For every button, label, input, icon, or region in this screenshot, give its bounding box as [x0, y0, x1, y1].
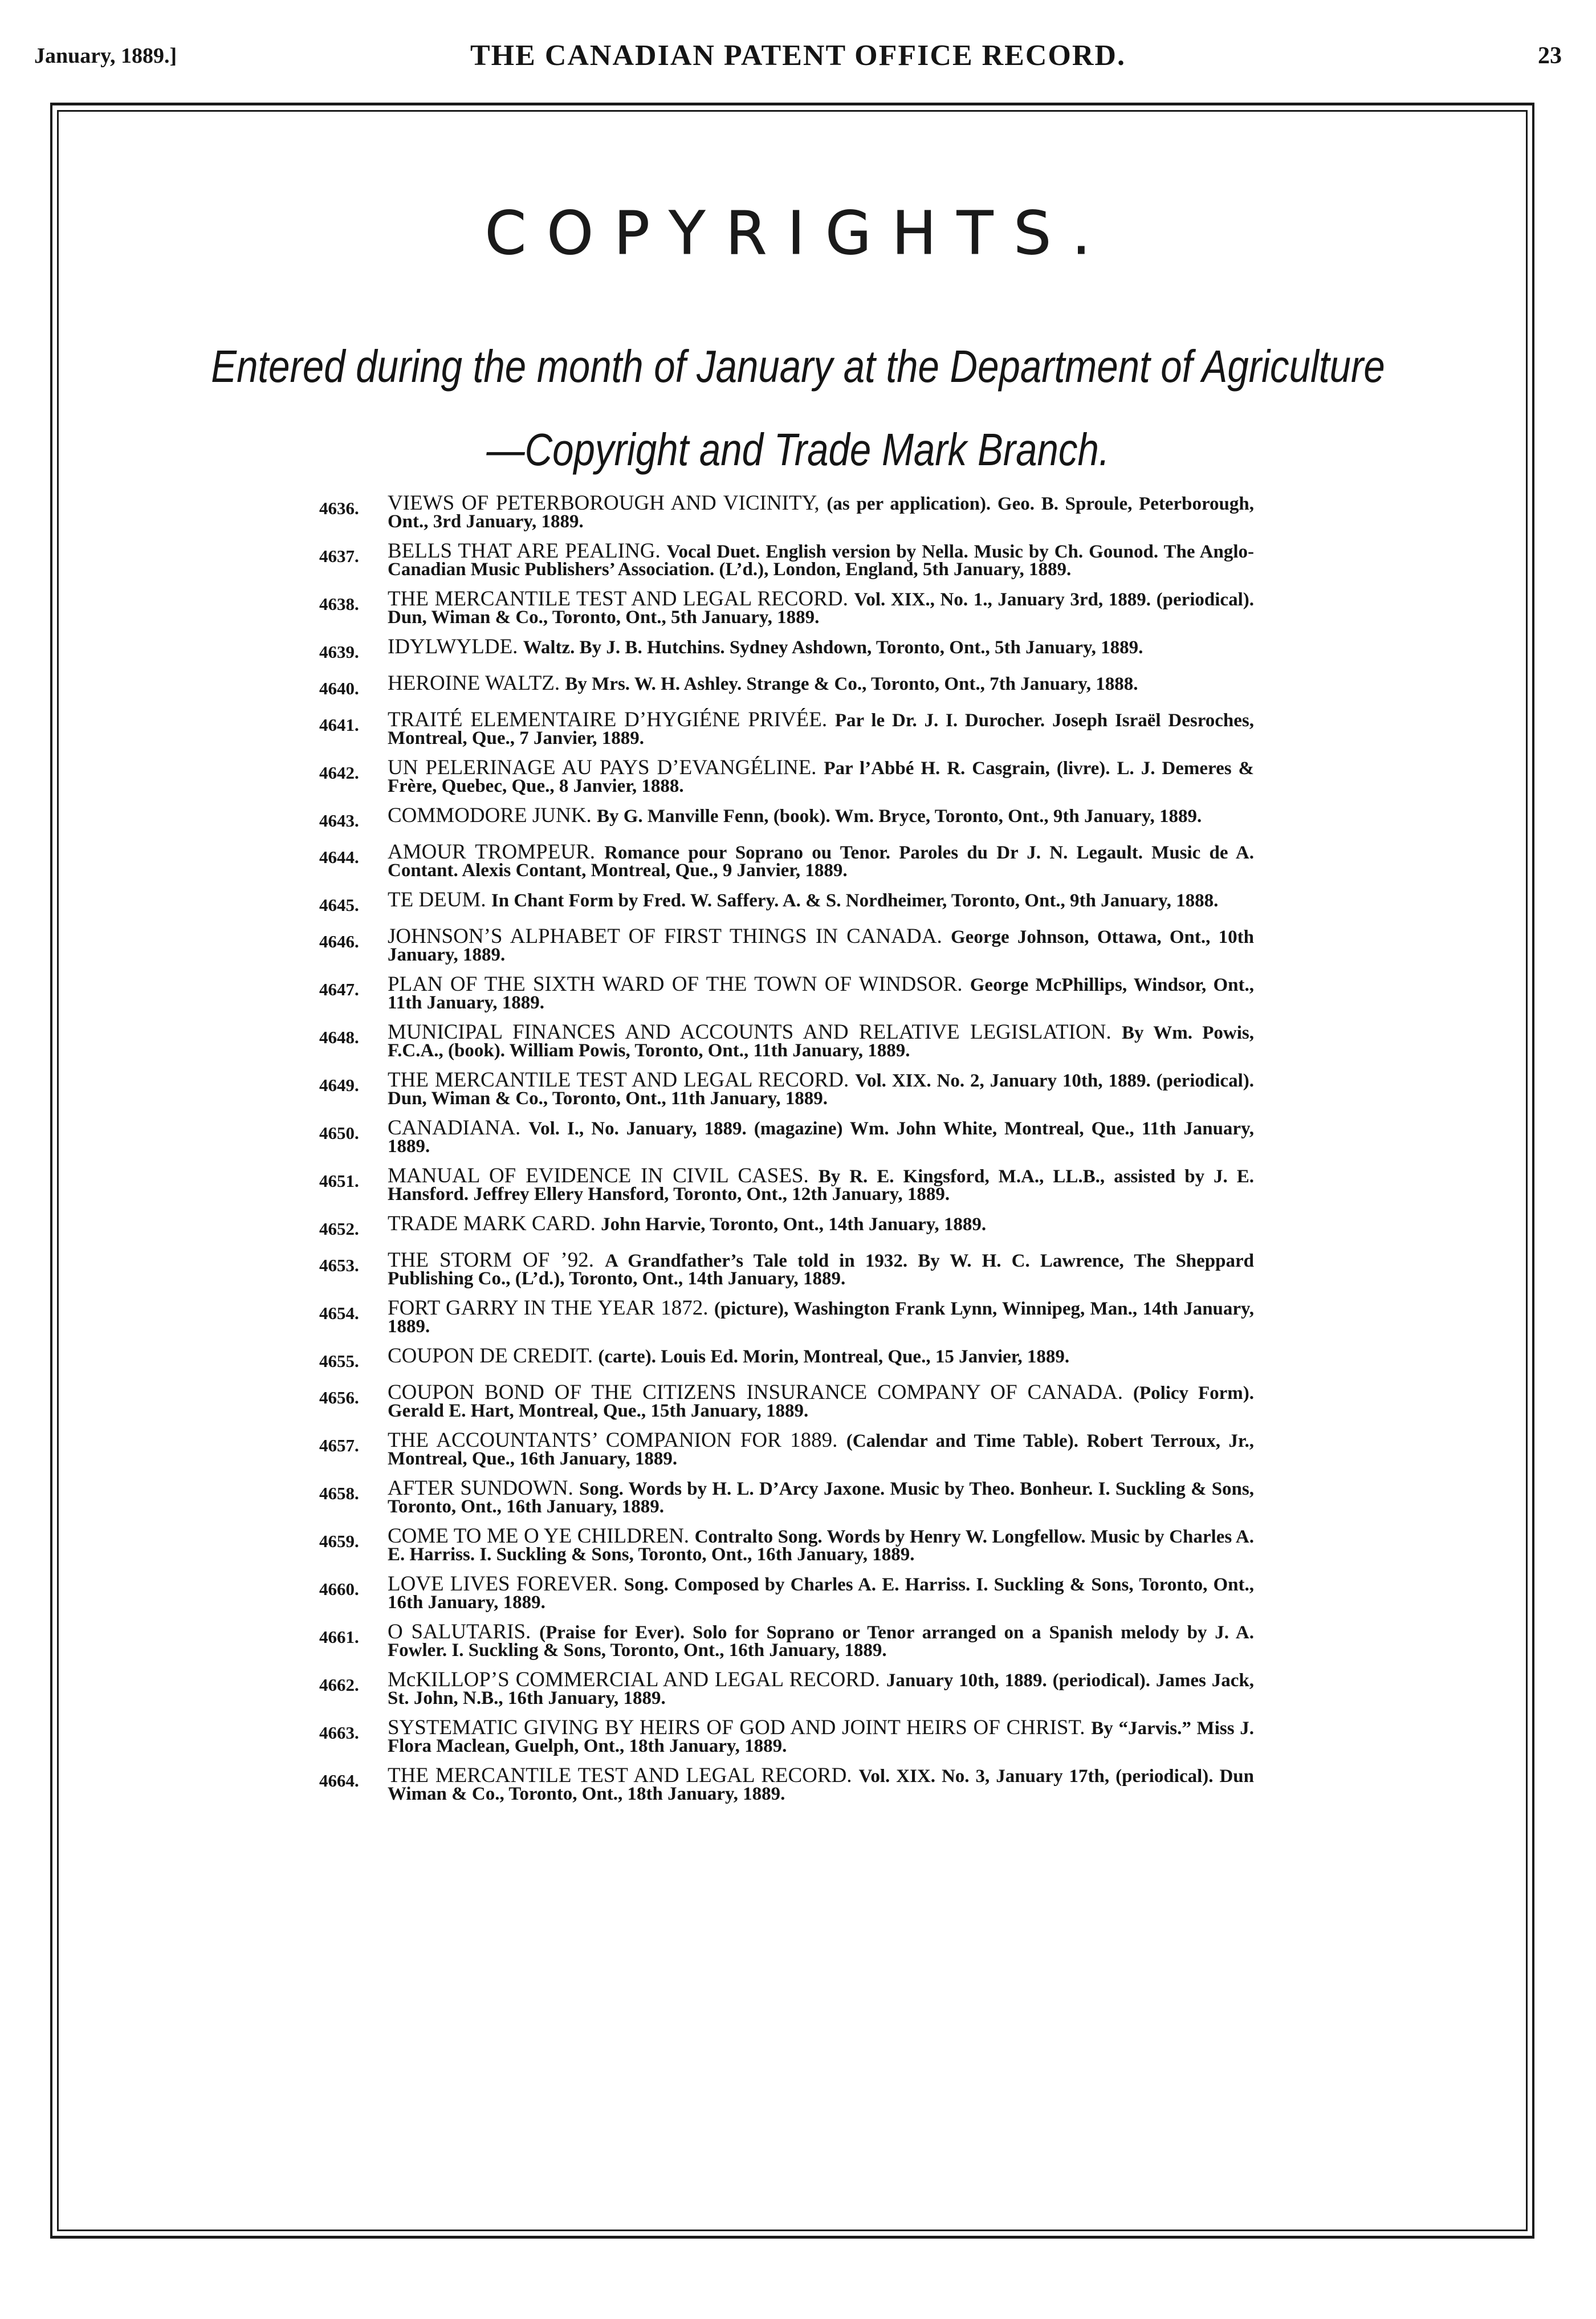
entry-title: THE STORM OF ’92. [388, 1248, 594, 1272]
entry-number: 4645. [319, 895, 359, 915]
section-subtitle: Entered during the month of January at the Department of Agriculture—Copyright and Trade Mark Branch. [211, 341, 1385, 475]
entry-text [388, 888, 1254, 916]
entry-text [388, 1476, 1254, 1517]
entry-details: January 10th, 1889. (periodical). James Jack, St. John, N.B., 16th January, 1889. [388, 1670, 1254, 1708]
entry-details: (carte). Louis Ed. Morin, Montreal, Que., 15 Janvier, 1889. [598, 1346, 1070, 1367]
entry-text [388, 1344, 1254, 1372]
entry-details: Romance pour Soprano ou Tenor. Paroles du Dr J. N. Legault. Music de A. Contant. Alexis Contant, Montreal, Que., 9 Janvier, 1889. [388, 843, 1254, 881]
entry-number: 4657. [319, 1435, 359, 1455]
entry-title: TE DEUM. [388, 888, 486, 912]
entry-title: FORT GARRY IN THE YEAR 1872. [388, 1296, 709, 1320]
entry-title: McKILLOP’S COMMERCIAL AND LEGAL RECORD. [388, 1668, 880, 1691]
entry-details: Song. Words by H. L. D’Arcy Jaxone. Music by Theo. Bonheur. I. Suckling & Sons, Toronto, Ont., 16th January, 1889. [388, 1479, 1254, 1517]
entry-title: IDYLWYLDE. [388, 635, 518, 658]
entry-title: CANADIANA. [388, 1116, 521, 1140]
entry-text [388, 635, 1254, 662]
entry-number: 4649. [319, 1075, 359, 1095]
entry-number: 4651. [319, 1171, 359, 1191]
entry-text [388, 672, 1254, 699]
entry-text [388, 1164, 1255, 1205]
entry-text [388, 491, 1255, 532]
entry-text [388, 1429, 1255, 1469]
copyright-entry [319, 1764, 1255, 1804]
entry-title: COUPON BOND OF THE CITIZENS INSURANCE COMPANY OF CANADA. [388, 1381, 1123, 1404]
entry-details: Song. Composed by Charles A. E. Harriss. I. Suckling & Sons, Toronto, Ont., 16th January, 1889. [388, 1575, 1255, 1613]
entry-title: COME TO ME O YE CHILDREN. [388, 1524, 690, 1548]
copyright-entry [319, 804, 1254, 831]
entry-title: BELLS THAT ARE PEALING. [388, 539, 661, 563]
entry-number: 4655. [319, 1351, 359, 1371]
copyright-entry [319, 1212, 1254, 1239]
entry-title: MANUAL OF EVIDENCE IN CIVIL CASES. [388, 1164, 809, 1187]
entry-number: 4638. [319, 594, 359, 614]
entry-number: 4643. [319, 811, 359, 831]
copyright-entry [319, 1572, 1255, 1613]
entry-title: TRAITÉ ELEMENTAIRE D’HYGIÉNE PRIVÉE. [388, 708, 828, 731]
entry-number: 4637. [319, 546, 359, 566]
entry-text [388, 1068, 1254, 1109]
entry-number: 4659. [319, 1531, 359, 1551]
entry-details: By G. Manville Fenn, (book). Wm. Bryce, Toronto, Ont., 9th January, 1889. [596, 806, 1202, 827]
section-title: COPYRIGHTS. [484, 198, 1112, 268]
copyright-entry [319, 888, 1254, 916]
entry-text [388, 1212, 1254, 1239]
entry-text [388, 1764, 1255, 1804]
copyright-entry [319, 1068, 1254, 1109]
entry-title: THE MERCANTILE TEST AND LEGAL RECORD. [388, 587, 848, 611]
copyright-entry [319, 1164, 1255, 1205]
entry-number: 4647. [319, 979, 359, 999]
entry-number: 4661. [319, 1627, 359, 1647]
entry-title: MUNICIPAL FINANCES AND ACCOUNTS AND RELATIVE LEGISLATION. [388, 1020, 1112, 1044]
copyright-entry [319, 1620, 1255, 1661]
entry-number: 4658. [319, 1483, 359, 1503]
copyright-entry [319, 925, 1255, 965]
copyright-entry [319, 1020, 1255, 1061]
entry-number: 4644. [319, 847, 359, 867]
entry-title: LOVE LIVES FOREVER. [388, 1572, 618, 1596]
entry-text [388, 756, 1254, 796]
entry-number: 4654. [319, 1303, 359, 1323]
entry-details: By Mrs. W. H. Ashley. Strange & Co., Toronto, Ont., 7th January, 1888. [565, 674, 1138, 694]
entry-text [388, 1116, 1255, 1157]
entry-number: 4641. [319, 715, 359, 735]
copyright-entry [319, 1429, 1255, 1469]
copyright-entry [319, 708, 1255, 748]
entry-number: 4663. [319, 1723, 359, 1743]
entry-title: AFTER SUNDOWN. [388, 1476, 573, 1500]
entry-text [388, 708, 1255, 748]
header-date: January, 1889.] [34, 44, 177, 68]
entry-number: 4648. [319, 1027, 359, 1047]
copyright-entry [319, 756, 1254, 796]
copyright-entry [319, 1344, 1254, 1372]
entry-title: VIEWS OF PETERBOROUGH AND VICINITY, [388, 491, 820, 515]
entry-text [388, 1620, 1255, 1661]
entry-details: Vol. XIX. No. 3, January 17th, (periodical). Dun Wiman & Co., Toronto, Ont., 18th January, 1889. [388, 1766, 1255, 1804]
copyright-entry [319, 539, 1254, 580]
entry-number: 4652. [319, 1219, 359, 1239]
copyright-entry [319, 1668, 1254, 1708]
entry-details: Contralto Song. Words by Henry W. Longfellow. Music by Charles A. E. Harriss. I. Suckling & Sons, Toronto, Ont., 16th January, 1889. [388, 1527, 1255, 1565]
copyright-entries-list [319, 491, 1255, 1815]
entry-text [388, 973, 1254, 1013]
entry-number: 4646. [319, 931, 359, 951]
entry-text [388, 804, 1254, 831]
entry-details: John Harvie, Toronto, Ont., 14th January, 1889. [601, 1214, 987, 1235]
entry-title: THE MERCANTILE TEST AND LEGAL RECORD. [388, 1068, 849, 1092]
entry-number: 4656. [319, 1388, 359, 1407]
copyright-entry [319, 1381, 1254, 1421]
entry-details: By “Jarvis.” Miss J. Flora Maclean, Guelph, Ont., 18th January, 1889. [388, 1718, 1255, 1756]
entry-text [388, 1668, 1254, 1708]
entry-text [388, 1020, 1255, 1061]
entry-number: 4642. [319, 763, 359, 783]
copyright-entry [319, 840, 1254, 881]
entry-text [388, 1572, 1255, 1613]
entry-text [388, 1381, 1254, 1421]
entry-number: 4660. [319, 1579, 359, 1599]
entry-title: THE MERCANTILE TEST AND LEGAL RECORD. [388, 1764, 852, 1787]
entry-number: 4639. [319, 642, 359, 662]
entry-details: Par le Dr. J. I. Durocher. Joseph Israël Desroches, Montreal, Que., 7 Janvier, 1889. [388, 710, 1255, 748]
entry-number: 4664. [319, 1771, 359, 1791]
entry-number: 4640. [319, 678, 359, 698]
header-publication-title: THE CANADIAN PATENT OFFICE RECORD. [470, 39, 1126, 72]
copyright-entry [319, 1116, 1255, 1157]
copyright-entry [319, 1716, 1255, 1756]
entry-details: George McPhillips, Windsor, Ont., 11th January, 1889. [388, 975, 1254, 1013]
entry-text [388, 1248, 1254, 1289]
entry-details: (as per application). Geo. B. Sproule, Peterborough, Ont., 3rd January, 1889. [388, 494, 1255, 532]
entry-text [388, 1524, 1255, 1565]
entry-details: A Grandfather’s Tale told in 1932. By W. H. C. Lawrence, The Sheppard Publishing Co., (L’d.), Toronto, Ont., 14th January, 1889. [388, 1251, 1254, 1289]
entry-details: (Calendar and Time Table). Robert Terroux, Jr., Montreal, Que., 16th January, 1889. [388, 1431, 1255, 1469]
entry-text [388, 539, 1254, 580]
entry-text [388, 1716, 1255, 1756]
entry-details: In Chant Form by Fred. W. Saffery. A. & S. Nordheimer, Toronto, Ont., 9th January, 1888. [491, 890, 1219, 911]
entry-number: 4662. [319, 1675, 359, 1695]
entry-number: 4650. [319, 1123, 359, 1143]
page-header [34, 39, 1562, 79]
entry-details: By Wm. Powis, F.C.A., (book). William Powis, Toronto, Ont., 11th January, 1889. [388, 1023, 1255, 1061]
entry-details: George Johnson, Ottawa, Ont., 10th January, 1889. [388, 927, 1255, 965]
copyright-entry [319, 1524, 1255, 1565]
entry-title: O SALUTARIS. [388, 1620, 531, 1643]
entry-title: TRADE MARK CARD. [388, 1212, 596, 1235]
entry-title: PLAN OF THE SIXTH WARD OF THE TOWN OF WINDSOR. [388, 973, 963, 996]
entry-details: By R. E. Kingsford, M.A., LL.B., assisted by J. E. Hansford. Jeffrey Ellery Hansford, Toronto, Ont., 12th January, 1889. [388, 1166, 1255, 1205]
copyright-entry [319, 672, 1254, 699]
entry-title: UN PELERINAGE AU PAYS D’EVANGÉLINE. [388, 756, 817, 779]
entry-details: Par l’Abbé H. R. Casgrain, (livre). L. J. Demeres & Frère, Quebec, Que., 8 Janvier, 1888. [388, 758, 1254, 796]
entry-title: COMMODORE JUNK. [388, 804, 592, 827]
entry-number: 4653. [319, 1255, 359, 1275]
entry-title: THE ACCOUNTANTS’ COMPANION FOR 1889. [388, 1429, 838, 1452]
entry-details: Vol. XIX., No. 1., January 3rd, 1889. (periodical). Dun, Wiman & Co., Toronto, Ont., 5th January, 1889. [388, 589, 1254, 628]
entry-title: SYSTEMATIC GIVING BY HEIRS OF GOD AND JOINT HEIRS OF CHRIST. [388, 1716, 1085, 1739]
entry-text [388, 925, 1255, 965]
entry-details: Vol. I., No. January, 1889. (magazine) Wm. John White, Montreal, Que., 11th January, 1889. [388, 1118, 1255, 1157]
copyright-entry [319, 1296, 1254, 1337]
entry-details: (Praise for Ever). Solo for Soprano or Tenor arranged on a Spanish melody by J. A. Fowler. I. Suckling & Sons, Toronto, Ont., 16th January, 1889. [388, 1622, 1255, 1661]
entry-title: AMOUR TROMPEUR. [388, 840, 595, 864]
entry-text [388, 840, 1254, 881]
entry-details: Vocal Duet. English version by Nella. Music by Ch. Gounod. The Anglo-Canadian Music Publishers’ Association. (L’d.), London, England, 5th January, 1889. [388, 542, 1254, 580]
entry-title: HEROINE WALTZ. [388, 672, 560, 695]
entry-details: Vol. XIX. No. 2, January 10th, 1889. (periodical). Dun, Wiman & Co., Toronto, Ont., 11th January, 1889. [388, 1071, 1254, 1109]
page-number: 23 [1538, 43, 1562, 69]
entry-details: (Policy Form). Gerald E. Hart, Montreal, Que., 15th January, 1889. [388, 1383, 1254, 1421]
copyright-entry [319, 1248, 1254, 1289]
entry-details: Waltz. By J. B. Hutchins. Sydney Ashdown, Toronto, Ont., 5th January, 1889. [523, 637, 1143, 658]
copyright-entry [319, 587, 1254, 628]
copyright-entry [319, 1476, 1254, 1517]
copyright-entry [319, 635, 1254, 662]
copyright-entry [319, 973, 1254, 1013]
entry-title: JOHNSON’S ALPHABET OF FIRST THINGS IN CANADA. [388, 925, 942, 948]
entry-text [388, 1296, 1254, 1337]
entry-details: (picture), Washington Frank Lynn, Winnipeg, Man., 14th January, 1889. [388, 1299, 1254, 1337]
entry-number: 4636. [319, 498, 359, 518]
copyright-entry [319, 491, 1255, 532]
entry-title: COUPON DE CREDIT. [388, 1344, 593, 1368]
entry-text [388, 587, 1254, 628]
